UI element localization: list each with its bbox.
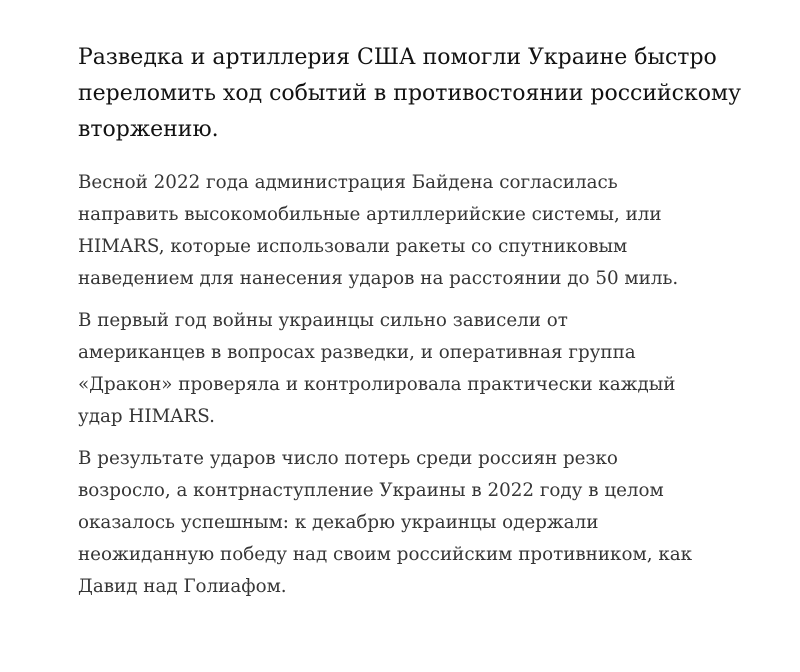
paragraph-line: наведением для нанесения ударов на расстоянии до 50 миль. [78, 268, 679, 289]
paragraph-line: удар HIMARS. [78, 406, 215, 427]
paragraph-line: Давид над Голиафом. [78, 576, 287, 597]
paragraph-line: возросло, а контрнаступление Украины в 2022 году в целом [78, 480, 664, 501]
paragraph-line: «Дракон» проверяла и контролировала практически каждый [78, 374, 676, 395]
paragraph-line: оказалось успешным: к декабрю украинцы одержали [78, 512, 599, 533]
paragraph-line: неожиданную победу над своим российским противником, как [78, 544, 693, 565]
headline-line: переломить ход событий в противостоянии российскому [78, 81, 742, 106]
paragraph-line: направить высокомобильные артиллерийские системы, или [78, 204, 662, 225]
paragraph-line: Весной 2022 года администрация Байдена согласилась [78, 172, 618, 193]
paragraph-line: американцев в вопросах разведки, и оперативная группа [78, 342, 636, 363]
paragraph-line: В первый год войны украинцы сильно зависели от [78, 310, 568, 331]
headline-line: вторжению. [78, 117, 219, 142]
headline-line: Разведка и артиллерия США помогли Украине быстро [78, 45, 717, 70]
paragraph-line: В результате ударов число потерь среди россиян резко [78, 448, 618, 469]
article-headline [78, 40, 768, 148]
article [78, 40, 768, 613]
paragraph-line: HIMARS, которые использовали ракеты со спутниковым [78, 236, 628, 257]
paragraph-himars [78, 167, 768, 295]
paragraph-intelligence [78, 305, 768, 433]
paragraph-results [78, 443, 768, 603]
